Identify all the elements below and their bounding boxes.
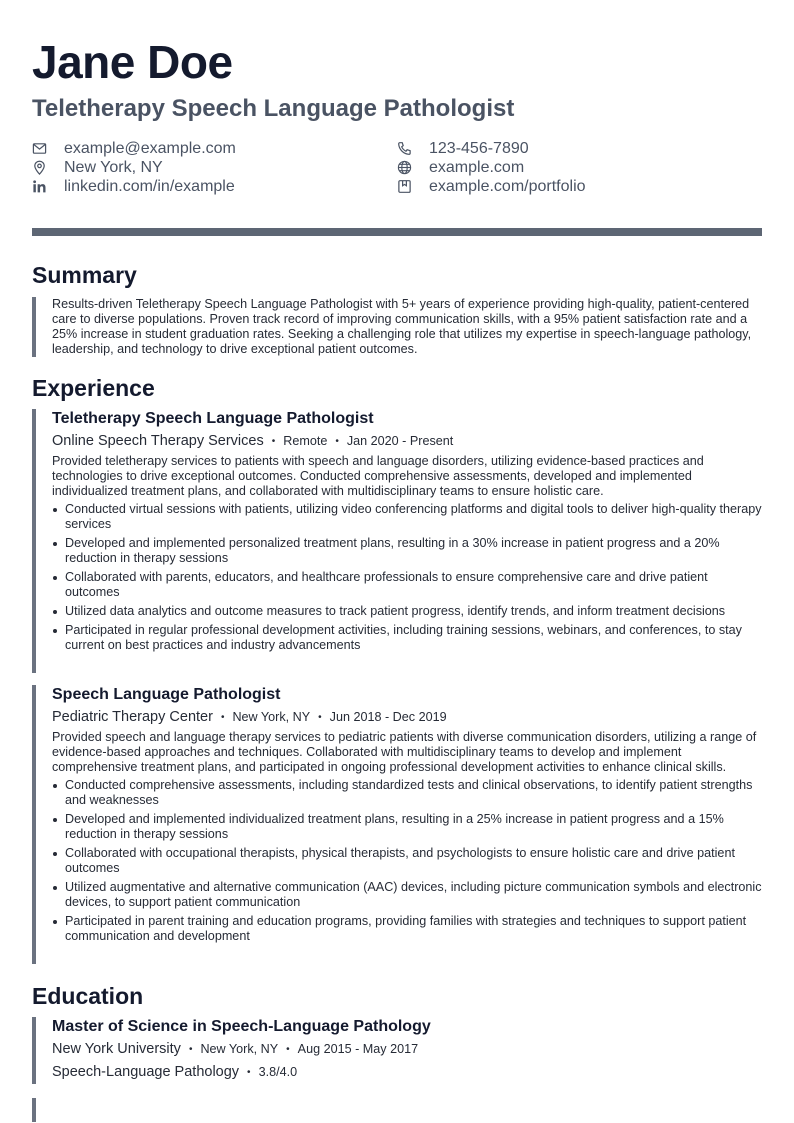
school-name: New York University [52, 1041, 181, 1057]
job-dates: Jan 2020 - Present [346, 434, 454, 448]
job-company: Pediatric Therapy Center [52, 709, 213, 725]
list-item: Utilized augmentative and alternative communication (AAC) devices, including picture communication symbols and electronic devices, to support patient communication [52, 880, 762, 910]
contact-website[interactable] [397, 158, 524, 177]
summary-heading: Summary [32, 262, 137, 288]
next-section-bar [32, 1098, 36, 1122]
job-title: Teletherapy Speech Language Pathologist [52, 410, 374, 427]
list-item: Participated in parent training and education programs, providing families with strategies and techniques to support patient communication and development [52, 914, 762, 944]
summary-block [32, 297, 762, 357]
phone-icon [397, 141, 412, 156]
contact-website-text: example.com [429, 158, 525, 176]
contact-location [32, 158, 163, 177]
separator-dot: • [318, 712, 322, 723]
list-item: Participated in regular professional development activities, including training sessions, webinars, and conferences, to stay current on best practices and industry advancements [52, 623, 762, 653]
contact-portfolio-text: example.com/portfolio [429, 177, 586, 195]
separator-dot: • [247, 1067, 251, 1078]
candidate-title: Teletherapy Speech Language Pathologist [32, 95, 515, 122]
job-location: New York, NY [232, 710, 311, 724]
globe-icon [397, 160, 412, 175]
job-bullets [52, 502, 762, 653]
linkedin-icon [32, 179, 47, 194]
contact-linkedin[interactable] [32, 177, 235, 196]
education-field-meta [52, 1062, 762, 1083]
header-divider [32, 228, 762, 236]
job-description: Provided speech and language therapy services to pediatric patients with diverse communication disorders, utilizing a range of evidence-based approaches and techniques. Collaborated with multidisciplinary teams to develop and implement comprehensive treatment plans, and participated in ongoing professional development activities to enhance clinical skills. [52, 730, 757, 774]
education-meta [52, 1039, 762, 1060]
job-entry [32, 685, 762, 964]
list-item: Developed and implemented individualized treatment plans, resulting in a 25% increase in patient progress and a 15% reduction in therapy sessions [52, 812, 762, 842]
separator-dot: • [286, 1044, 290, 1055]
separator-dot: • [220, 712, 225, 723]
degree-title: Master of Science in Speech-Language Pathology [52, 1018, 431, 1035]
job-company: Online Speech Therapy Services [52, 433, 264, 449]
job-description: Provided teletherapy services to patients with speech and language disorders, utilizing evidence-based practices and technologies to drive exceptional outcomes. Conducted comprehensive assessments, developed and implemented individualized treatment plans, and collaborated with multidisciplinary teams to ensure holistic care. [52, 454, 704, 498]
education-gpa: 3.8/4.0 [258, 1065, 298, 1079]
job-meta [52, 431, 762, 452]
job-entry [32, 409, 762, 673]
contact-email[interactable] [32, 139, 236, 158]
contact-phone-text: 123-456-7890 [429, 139, 529, 157]
list-item: Collaborated with occupational therapists, physical therapists, and psychologists to ensure holistic care and drive patient outcomes [52, 846, 762, 876]
contact-portfolio[interactable] [397, 177, 586, 196]
list-item: Utilized data analytics and outcome measures to track patient progress, identify trends, and inform treatment decisions [52, 604, 762, 619]
job-dates: Jun 2018 - Dec 2019 [329, 710, 447, 724]
education-field: Speech-Language Pathology [52, 1064, 240, 1080]
separator-dot: • [335, 436, 339, 447]
portfolio-icon [397, 179, 412, 194]
summary-text: Results-driven Teletherapy Speech Language Pathologist with 5+ years of experience providing high-quality, patient-centered care to diverse populations. Proven track record of improving communication skills, with a 95% patient satisfaction rate and a 25% increase in student graduation rates. Seeking a challenging role that utilizes my expertise in speech-language pathology, leadership, and technology to drive exceptional patient outcomes. [52, 297, 752, 356]
education-dates: Aug 2015 - May 2017 [297, 1042, 419, 1056]
contact-email-text: example@example.com [64, 139, 236, 157]
job-bullets [52, 778, 762, 944]
contact-phone[interactable] [397, 139, 529, 158]
contact-linkedin-text: linkedin.com/in/example [64, 177, 235, 195]
list-item: Collaborated with parents, educators, and healthcare professionals to ensure comprehensive care and drive patient outcomes [52, 570, 762, 600]
contact-location-text: New York, NY [64, 158, 163, 176]
school-location: New York, NY [200, 1042, 279, 1056]
list-item: Conducted comprehensive assessments, including standardized tests and clinical observations, to identify patient strengths and weaknesses [52, 778, 762, 808]
education-heading: Education [32, 983, 144, 1009]
job-meta [52, 707, 762, 728]
education-entry [32, 1017, 762, 1084]
candidate-name: Jane Doe [32, 36, 233, 88]
location-pin-icon [32, 160, 47, 175]
list-item: Conducted virtual sessions with patients, utilizing video conferencing platforms and digital tools to deliver high-quality therapy services [52, 502, 762, 532]
separator-dot: • [271, 436, 276, 447]
job-title: Speech Language Pathologist [52, 686, 281, 703]
list-item: Developed and implemented personalized treatment plans, resulting in a 30% increase in patient progress and a 20% reduction in therapy sessions [52, 536, 762, 566]
job-location: Remote [283, 434, 328, 448]
mail-icon [32, 141, 47, 156]
separator-dot: • [188, 1044, 193, 1055]
experience-heading: Experience [32, 375, 155, 401]
